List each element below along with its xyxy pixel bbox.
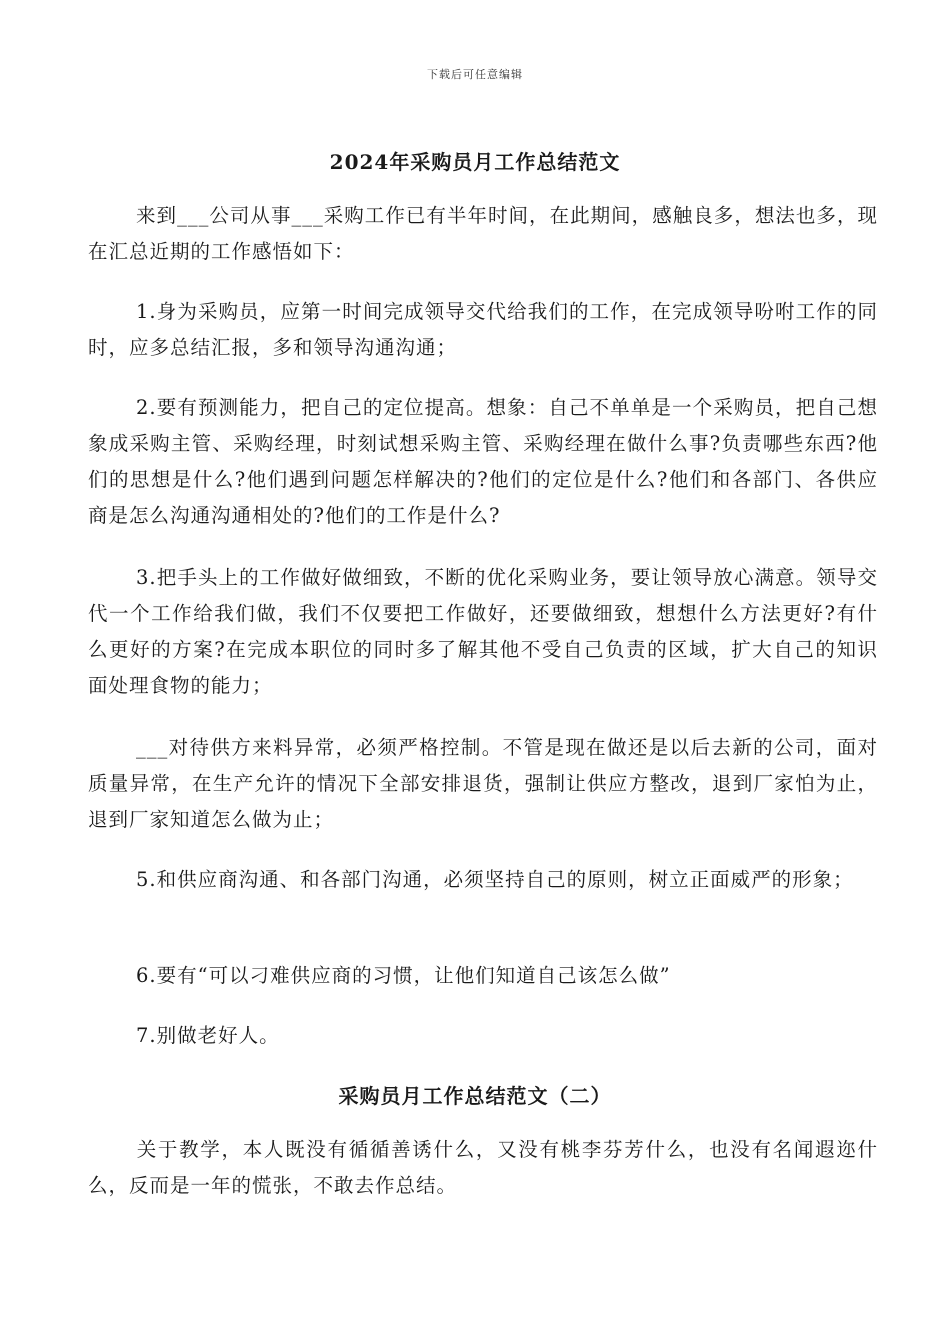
paragraph-part2: [88, 1132, 878, 1204]
paragraph-text: 来到___公司从事___采购工作已有半年时间，在此期间，感触良多，想法也多，现在汇总近期的工作感悟如下：: [88, 204, 878, 263]
paragraph-text: 1.身为采购员，应第一时间完成领导交代给我们的工作，在完成领导吩咐工作的同时，应多总结汇报，多和领导沟通沟通；: [88, 300, 878, 359]
document-title: 2024年采购员月工作总结范文: [329, 150, 621, 174]
paragraph-text: 6.要有“可以刁难供应商的习惯，让他们知道自己该怎么做”: [136, 964, 671, 987]
paragraph-text: ___对待供方来料异常，必须严格控制。不管是现在做还是以后去新的公司，面对质量异常，在生产允许的情况下全部安排退货，强制让供应方整改，退到厂家怕为止，退到厂家知道怎么做为止；: [88, 736, 878, 831]
paragraph-item-1: [88, 294, 878, 366]
paragraph-text: 5.和供应商沟通、和各部门沟通，必须坚持自己的原则，树立正面威严的形象；: [136, 868, 854, 891]
paragraph-item-6: [88, 958, 878, 994]
paragraph-item-3: [88, 560, 878, 704]
paragraph-text: 3.把手头上的工作做好做细致，不断的优化采购业务，要让领导放心满意。领导交代一个工作给我们做，我们不仅要把工作做好，还要做细致，想想什么方法更好?有什么更好的方案?在完成本职位的同时多了解其他不受自己负责的区域，扩大自己的知识面处理食物的能力；: [88, 566, 878, 697]
paragraph-text: 2.要有预测能力，把自己的定位提高。想象：自己不单单是一个采购员，把自己想象成采购主管、采购经理，时刻试想采购主管、采购经理在做什么事?负责哪些东西?他们的思想是什么?他们遇到问题怎样解决的?他们的定位是什么?他们和各部门、各供应商是怎么沟通沟通相处的?他们的工作是什么?: [88, 396, 878, 527]
section-subtitle: 采购员月工作总结范文（二）: [338, 1084, 612, 1108]
paragraph-intro: [88, 198, 878, 270]
paragraph-text: 关于教学，本人既没有循循善诱什么，又没有桃李芬芳什么，也没有名闻遐迩什么，反而是一年的慌张，不敢去作总结。: [88, 1138, 878, 1197]
paragraph-item-5: [88, 862, 878, 898]
paragraph-item-7: [88, 1018, 878, 1054]
header-note: 下载后可任意编辑: [427, 68, 523, 81]
paragraph-item-2: [88, 390, 878, 534]
paragraph-text: 7.别做老好人。: [136, 1024, 280, 1047]
paragraph-item-4: [88, 730, 878, 838]
